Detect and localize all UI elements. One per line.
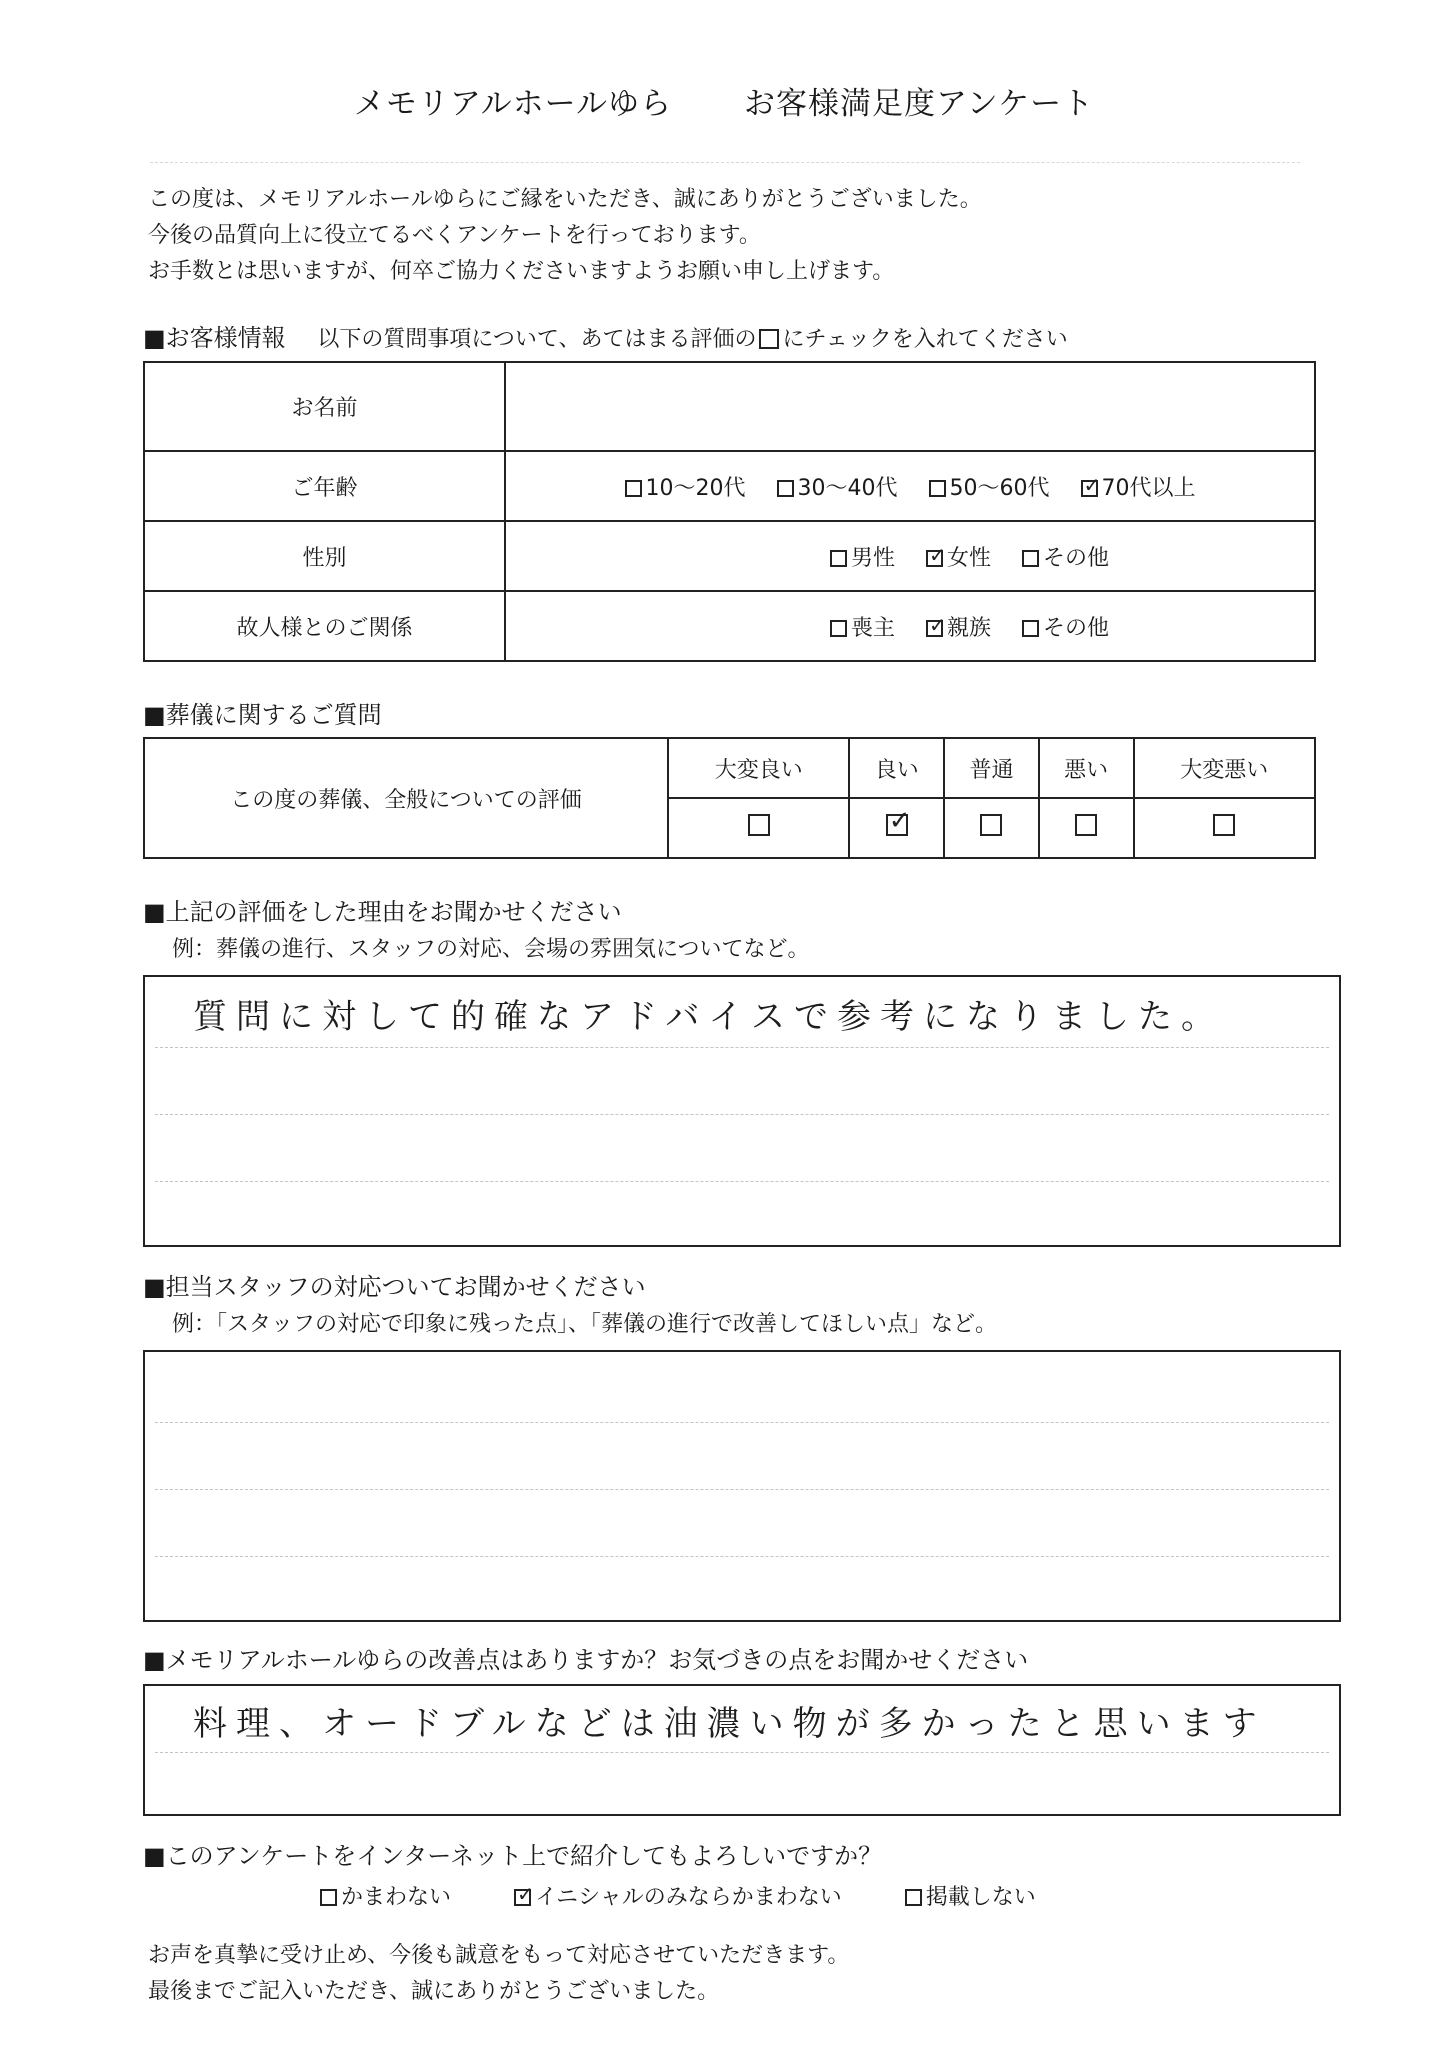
consent-options <box>320 1880 1092 1911</box>
consent-heading: ■このアンケートをインターネット上で紹介してもよろしいですか？ <box>143 1842 883 1870</box>
ruled-line <box>155 1047 1329 1048</box>
ruled-line <box>155 1181 1329 1182</box>
checkbox-icon[interactable] <box>1213 814 1235 836</box>
ruled-line <box>155 1556 1329 1557</box>
intro-line: お手数とは思いますが、何卒ご協力くださいますようお願い申し上げます。 <box>148 259 895 284</box>
survey-title: お客様満足度アンケート <box>744 86 1095 122</box>
rating-header: 大変良い <box>668 738 849 798</box>
section-heading: ■お客様情報 <box>143 324 286 352</box>
gender-options <box>505 521 1315 591</box>
checkbox-checked-icon[interactable] <box>926 620 943 637</box>
staff-example: 例：「スタッフの対応で印象に残った点」、「葬儀の進行で改善してほしい点」など。 <box>172 1312 998 1337</box>
age-option[interactable]: ✓ 70代以上 <box>1081 476 1196 501</box>
checkbox-icon[interactable] <box>980 814 1002 836</box>
checkbox-icon[interactable] <box>320 1889 337 1906</box>
age-option[interactable]: 50～60代 <box>929 476 1050 501</box>
improve-heading: ■メモリアルホールゆらの改善点はありますか？お気づきの点をお聞かせください <box>143 1646 1029 1674</box>
rating-header: 良い <box>849 738 944 798</box>
age-label: ご年齢 <box>144 451 505 521</box>
rating-header: 普通 <box>944 738 1039 798</box>
rating-question: この度の葬儀、全般についての評価 <box>144 738 668 858</box>
checkbox-icon[interactable] <box>830 550 847 567</box>
relation-options <box>505 591 1315 661</box>
checkbox-checked-icon[interactable] <box>514 1889 531 1906</box>
intro-text <box>148 182 982 290</box>
ruled-line <box>155 1752 1329 1753</box>
reason-answer-text: 質問に対して的確なアドバイスで参考になりました。 <box>193 997 1224 1037</box>
intro-line: 今後の品質向上に役立てるべくアンケートを行っております。 <box>148 223 761 248</box>
ruled-line <box>155 1114 1329 1115</box>
staff-answer-box[interactable] <box>143 1350 1341 1622</box>
page-title <box>0 78 1448 123</box>
checkbox-icon[interactable] <box>929 480 946 497</box>
ruled-line <box>155 1489 1329 1490</box>
relation-label: 故人様とのご関係 <box>144 591 505 661</box>
improve-answer-box[interactable] <box>143 1684 1341 1816</box>
closing-line: お声を真摯に受け止め、今後も誠意をもって対応させていただきます。 <box>148 1943 850 1968</box>
closing-line: 最後までご記入いただき、誠にありがとうございました。 <box>148 1979 720 2004</box>
reason-heading: ■上記の評価をした理由をお聞かせください <box>143 898 622 926</box>
gender-option[interactable]: その他 <box>1022 546 1109 571</box>
rating-header: 悪い <box>1039 738 1134 798</box>
intro-line: この度は、メモリアルホールゆらにご縁をいただき、誠にありがとうございました。 <box>148 187 982 212</box>
rating-cell <box>849 798 944 858</box>
customer-info-heading <box>143 318 1068 353</box>
instruction: 以下の質問事項について、あてはまる評価の にチェックを入れてください <box>317 327 1068 352</box>
rating-cell <box>944 798 1039 858</box>
name-field[interactable] <box>505 362 1315 451</box>
hall-name: メモリアルホールゆら <box>353 86 672 122</box>
reason-example: 例：葬儀の進行、スタッフの対応、会場の雰囲気についてなど。 <box>172 937 810 962</box>
checkbox-icon[interactable] <box>748 814 770 836</box>
consent-option[interactable]: かまわない <box>320 1885 451 1910</box>
checkbox-checked-icon[interactable] <box>1081 480 1098 497</box>
checkbox-checked-icon[interactable] <box>926 550 943 567</box>
rating-header: 大変悪い <box>1134 738 1315 798</box>
checkbox-icon[interactable] <box>1075 814 1097 836</box>
relation-option[interactable]: その他 <box>1022 616 1109 641</box>
improve-answer-text: 料理、オードブルなどは油濃い物が多かったと思います <box>193 1704 1266 1744</box>
rating-cell <box>1039 798 1134 858</box>
checkbox-icon[interactable] <box>1022 620 1039 637</box>
checkbox-icon[interactable] <box>905 1889 922 1906</box>
age-options <box>505 451 1315 521</box>
funeral-rating-table <box>143 737 1316 859</box>
age-option[interactable]: 30～40代 <box>777 476 898 501</box>
funeral-heading: ■葬儀に関するご質問 <box>143 701 382 729</box>
divider <box>150 162 1300 163</box>
gender-option[interactable]: ✓ 女性 <box>926 546 991 571</box>
checkbox-icon[interactable] <box>1022 550 1039 567</box>
gender-label: 性別 <box>144 521 505 591</box>
consent-option[interactable]: ✓ イニシャルのみならかまわない <box>514 1885 842 1910</box>
rating-cell <box>668 798 849 858</box>
checkbox-checked-icon[interactable] <box>886 814 908 836</box>
checkbox-icon[interactable] <box>625 480 642 497</box>
relation-option[interactable]: 喪主 <box>830 616 895 641</box>
checkbox-icon[interactable] <box>777 480 794 497</box>
reason-answer-box[interactable] <box>143 975 1341 1247</box>
age-option[interactable]: 10～20代 <box>625 476 746 501</box>
staff-heading: ■担当スタッフの対応ついてお聞かせください <box>143 1273 646 1301</box>
checkbox-icon[interactable] <box>830 620 847 637</box>
relation-option[interactable]: ✓ 親族 <box>926 616 991 641</box>
closing-text <box>148 1938 849 2010</box>
rating-cell <box>1134 798 1315 858</box>
ruled-line <box>155 1422 1329 1423</box>
consent-option[interactable]: 掲載しない <box>905 1885 1036 1910</box>
gender-option[interactable]: 男性 <box>830 546 895 571</box>
checkbox-sample-icon <box>759 329 779 349</box>
customer-info-table <box>143 361 1316 662</box>
name-label: お名前 <box>144 362 505 451</box>
